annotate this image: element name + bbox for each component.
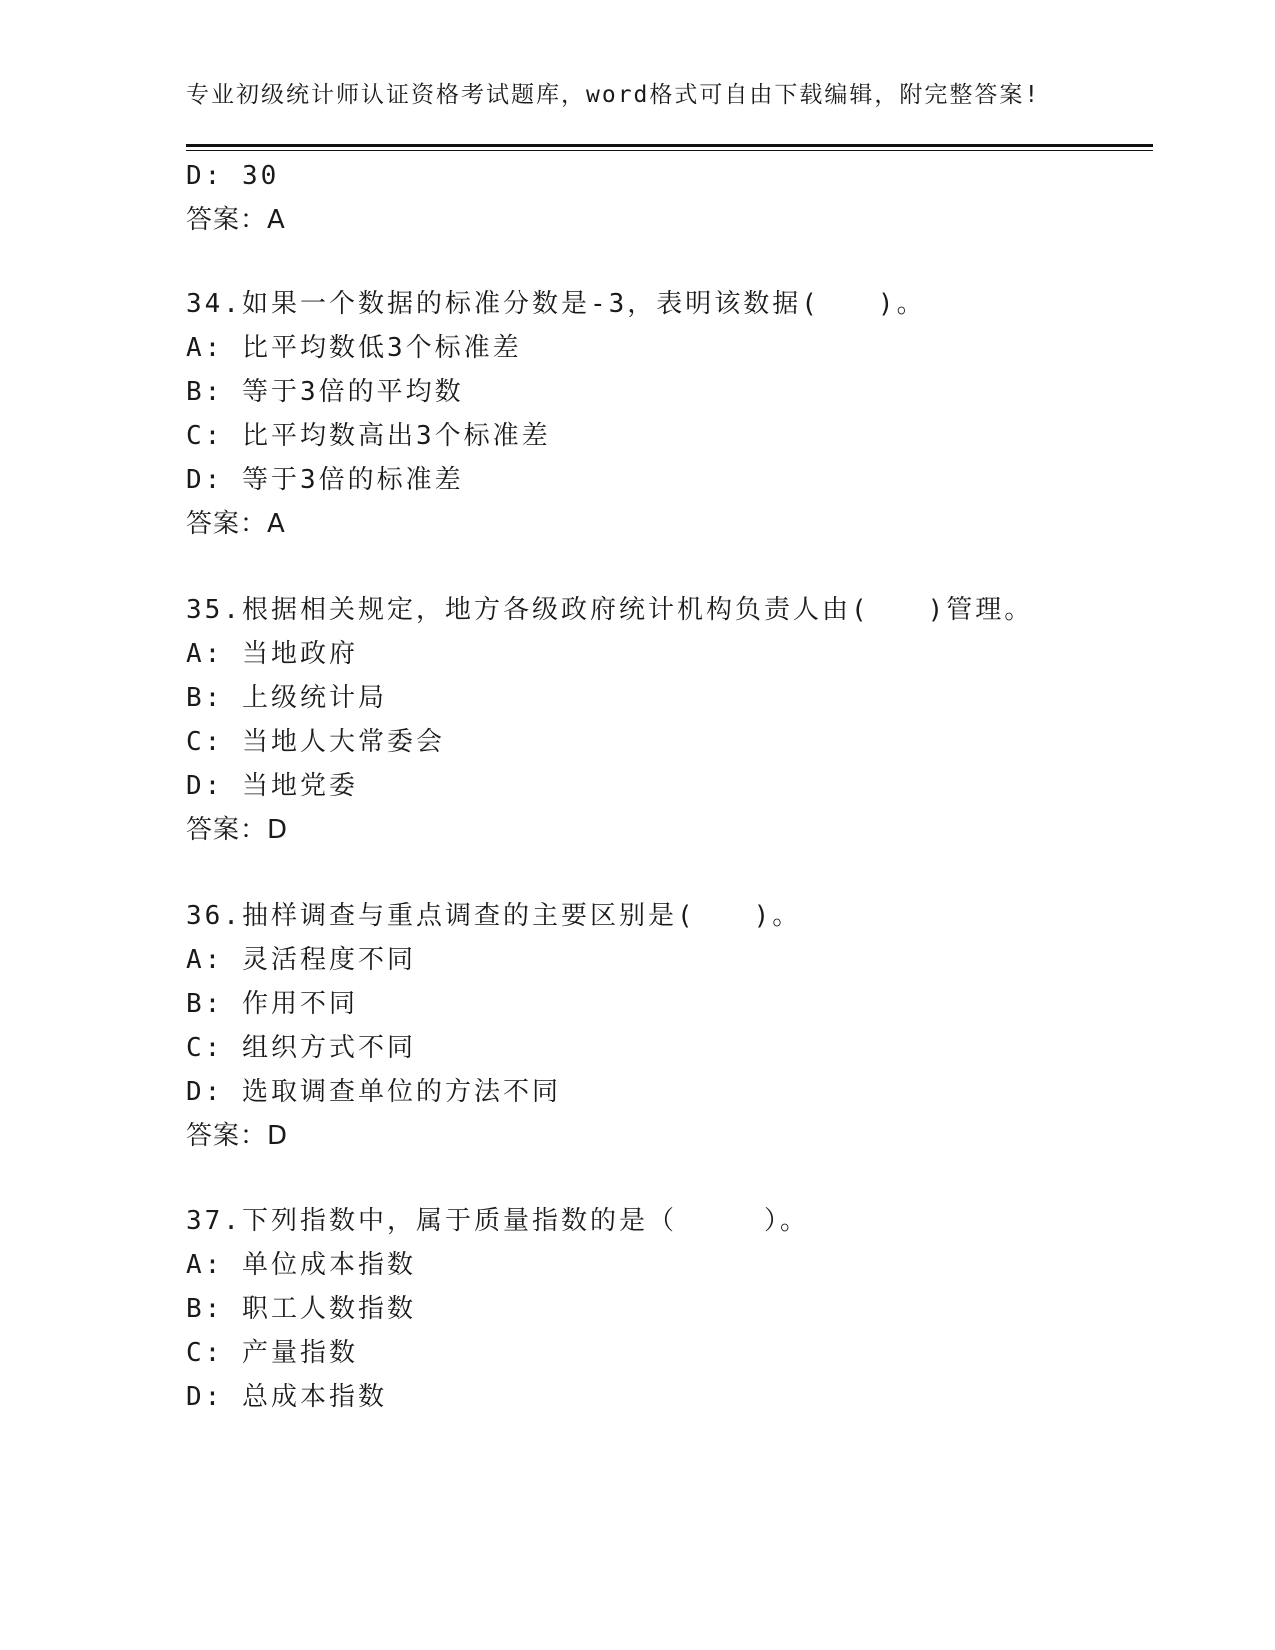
question-34-option-a: A: 比平均数低3个标准差 bbox=[186, 333, 522, 363]
header-rule-thin bbox=[186, 150, 1153, 151]
page-header-title: 专业初级统计师认证资格考试题库，word格式可自由下载编辑，附完整答案! bbox=[186, 82, 1041, 108]
question-35-option-d: D: 当地党委 bbox=[186, 771, 358, 801]
header-rule-thick bbox=[186, 144, 1153, 147]
question-37-stem: 37.下列指数中，属于质量指数的是（ ）。 bbox=[186, 1206, 809, 1236]
question-34-answer: 答案：A bbox=[186, 509, 286, 539]
question-36-option-d: D: 选取调查单位的方法不同 bbox=[186, 1077, 561, 1107]
question-37-option-a: A: 单位成本指数 bbox=[186, 1250, 416, 1280]
question-35-stem: 35.根据相关规定，地方各级政府统计机构负责人由( )管理。 bbox=[186, 595, 1034, 625]
question-37-option-c: C: 产量指数 bbox=[186, 1338, 358, 1368]
question-35-option-b: B: 上级统计局 bbox=[186, 683, 387, 713]
question-36-option-c: C: 组织方式不同 bbox=[186, 1033, 416, 1063]
prev-option-d: D: 30 bbox=[186, 161, 280, 191]
question-37-option-b: B: 职工人数指数 bbox=[186, 1294, 416, 1324]
question-36-option-a: A: 灵活程度不同 bbox=[186, 945, 416, 975]
question-36-stem: 36.抽样调查与重点调查的主要区别是( )。 bbox=[186, 901, 802, 931]
question-35-option-a: A: 当地政府 bbox=[186, 639, 358, 669]
prev-answer: 答案：A bbox=[186, 205, 286, 235]
question-36-answer: 答案：D bbox=[186, 1121, 289, 1151]
question-34-option-b: B: 等于3倍的平均数 bbox=[186, 377, 464, 407]
question-35-option-c: C: 当地人大常委会 bbox=[186, 727, 445, 757]
question-34-option-c: C: 比平均数高出3个标准差 bbox=[186, 421, 551, 451]
question-36-option-b: B: 作用不同 bbox=[186, 989, 358, 1019]
question-34-option-d: D: 等于3倍的标准差 bbox=[186, 465, 464, 495]
question-34-stem: 34.如果一个数据的标准分数是-3，表明该数据( )。 bbox=[186, 289, 926, 319]
question-35-answer: 答案：D bbox=[186, 815, 289, 845]
question-37-option-d: D: 总成本指数 bbox=[186, 1382, 387, 1412]
